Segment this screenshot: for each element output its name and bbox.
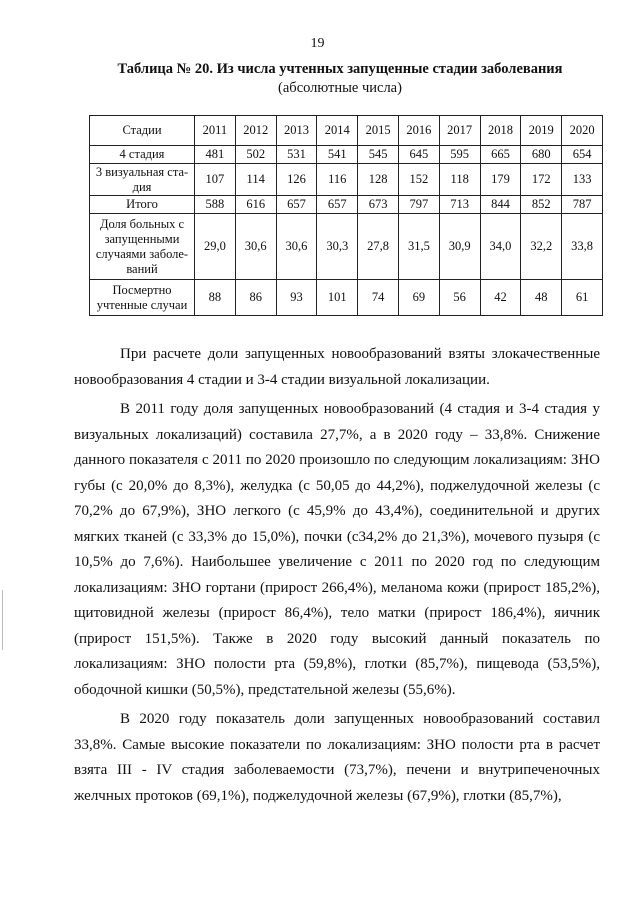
table-cell: 797	[398, 196, 439, 214]
table-cell: 27,8	[358, 214, 399, 280]
table-row	[90, 164, 603, 196]
table-cell: 787	[562, 196, 603, 214]
table-cell: 680	[521, 146, 562, 164]
stages-table	[89, 115, 603, 316]
table-cell: 107	[195, 164, 236, 196]
table-cell: 33,8	[562, 214, 603, 280]
paragraph: В 2020 году показатель доли запущенных новообразований составил 33,8%. Самые высокие показатели по локализациям: ЗНО полости рта в расчет взята III - IV стадия заболеваемости (73,7%), печени и внутрипеченочных желчных протоков (69,1%), поджелудочной железы (67,9%), глотки (85,7%),	[74, 711, 600, 804]
table-cell: 654	[562, 146, 603, 164]
table-cell: 531	[276, 146, 317, 164]
header-year: 2014	[317, 116, 358, 146]
table-cell: 32,2	[521, 214, 562, 280]
table-cell: 152	[398, 164, 439, 196]
header-year: 2017	[439, 116, 480, 146]
table-cell: 93	[276, 280, 317, 316]
table-cell: 595	[439, 146, 480, 164]
table-cell: 172	[521, 164, 562, 196]
row-label: 3 визуальная ста-дия	[90, 164, 195, 196]
table-cell: 56	[439, 280, 480, 316]
table-subtitle: (абсолютные числа)	[278, 80, 402, 96]
row-label: 4 стадия	[90, 146, 195, 164]
table-cell: 179	[480, 164, 521, 196]
header-year: 2012	[235, 116, 276, 146]
table-cell: 31,5	[398, 214, 439, 280]
table-cell: 30,9	[439, 214, 480, 280]
header-stages: Стадии	[90, 116, 195, 146]
table-cell: 545	[358, 146, 399, 164]
table-row	[90, 280, 603, 316]
header-year: 2019	[521, 116, 562, 146]
row-label: Доля больных с запущенными случаями заболе-ваний	[90, 214, 195, 280]
table-row	[90, 196, 603, 214]
header-year: 2013	[276, 116, 317, 146]
table-row	[90, 214, 603, 280]
header-year: 2018	[480, 116, 521, 146]
table-cell: 88	[195, 280, 236, 316]
table-cell: 657	[276, 196, 317, 214]
table-cell: 133	[562, 164, 603, 196]
table-cell: 61	[562, 280, 603, 316]
table-cell: 616	[235, 196, 276, 214]
table-cell: 481	[195, 146, 236, 164]
table-row	[90, 146, 603, 164]
table-cell: 69	[398, 280, 439, 316]
table-cell: 128	[358, 164, 399, 196]
table-cell: 30,6	[235, 214, 276, 280]
page-number: 19	[310, 36, 325, 51]
table-cell: 541	[317, 146, 358, 164]
table-cell: 657	[317, 196, 358, 214]
table-cell: 645	[398, 146, 439, 164]
table-cell: 30,3	[317, 214, 358, 280]
table-cell: 42	[480, 280, 521, 316]
table-cell: 34,0	[480, 214, 521, 280]
paragraph: В 2011 году доля запущенных новообразований (4 стадия и 3-4 стадия у визуальных локализаций) составила 27,7%, а в 2020 году – 33,8%. Снижение данного показателя с 2011 по 2020 произошло по следующим локализациям: ЗНО губы (с 20,0% до 8,3%), желудка (с 50,05 до 44,2%), поджелудочной железы (с 70,2% до 67,9%), ЗНО легкого (с 45,9% до 43,4%), соединительной и других мягких тканей (с 33,3% до 15,0%), почки (с34,2% до 21,3%), мочевого пузыря (с 10,5% до 7,6%). Наибольшее увеличение с 2011 по 2020 год по следующим локализациям: ЗНО гортани (прирост 266,4%), меланома кожи (прирост 185,2%), щитовидной железы (прирост 86,4%), тело матки (прирост 186,4%), яичник (прирост 151,5%). Также в 2020 году высокий данный показатель по локализациям: ЗНО полости рта (59,8%), глотки (85,7%), пищевода (53,5%), ободочной кишки (50,5%), предстательной железы (55,6%).	[74, 401, 600, 698]
table-cell: 116	[317, 164, 358, 196]
paragraph: При расчете доли запущенных новообразований взяты злокачественные новообразования 4 стадии и 3-4 стадии визуальной локализации.	[74, 346, 600, 388]
body-text	[74, 342, 600, 813]
header-year: 2020	[562, 116, 603, 146]
table-cell: 502	[235, 146, 276, 164]
table-cell: 844	[480, 196, 521, 214]
table-header-row	[90, 116, 603, 146]
table-cell: 29,0	[195, 214, 236, 280]
table-cell: 74	[358, 280, 399, 316]
table-cell: 673	[358, 196, 399, 214]
table-cell: 118	[439, 164, 480, 196]
table-cell: 588	[195, 196, 236, 214]
table-cell: 86	[235, 280, 276, 316]
table-title: Таблица № 20. Из числа учтенных запущенные стадии заболевания	[117, 61, 563, 77]
table-cell: 126	[276, 164, 317, 196]
header-year: 2015	[358, 116, 399, 146]
table-cell: 852	[521, 196, 562, 214]
table-cell: 101	[317, 280, 358, 316]
header-year: 2016	[398, 116, 439, 146]
header-year: 2011	[195, 116, 236, 146]
scan-margin-mark	[2, 590, 3, 650]
table-cell: 30,6	[276, 214, 317, 280]
table-cell: 48	[521, 280, 562, 316]
table-cell: 665	[480, 146, 521, 164]
row-label: Посмертно учтенные случаи	[90, 280, 195, 316]
table-cell: 114	[235, 164, 276, 196]
table-cell: 713	[439, 196, 480, 214]
row-label: Итого	[90, 196, 195, 214]
